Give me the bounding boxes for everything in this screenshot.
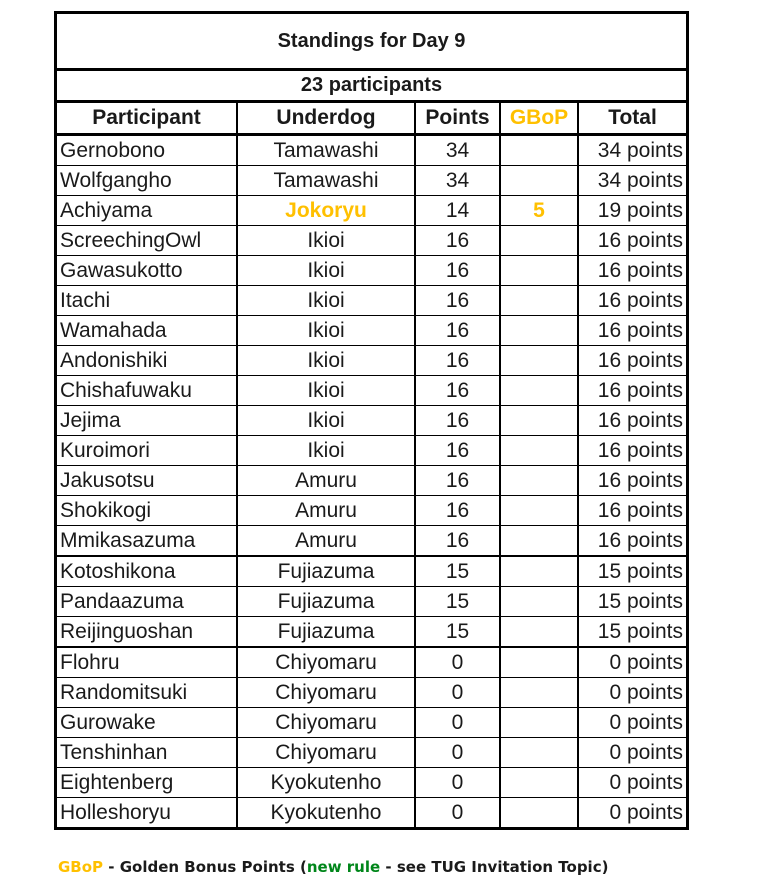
table-row: [57, 678, 686, 708]
points-cell: 15: [415, 587, 500, 617]
total-cell: 0 points: [578, 708, 686, 738]
page-title: Standings for Day 9: [57, 14, 686, 71]
underdog-cell: Chiyomaru: [237, 678, 415, 708]
participant-cell: Randomitsuki: [57, 678, 237, 708]
points-cell: 16: [415, 346, 500, 376]
table-row: [57, 135, 686, 166]
gbop-cell: [500, 526, 578, 557]
standings-grid: [57, 103, 686, 827]
standings-table: [54, 11, 689, 830]
column-header-gbop: GBoP: [500, 103, 578, 135]
total-cell: 15 points: [578, 587, 686, 617]
underdog-cell: Ikioi: [237, 256, 415, 286]
points-cell: 16: [415, 316, 500, 346]
points-cell: 0: [415, 738, 500, 768]
underdog-cell: Ikioi: [237, 376, 415, 406]
points-cell: 16: [415, 376, 500, 406]
gbop-cell: [500, 256, 578, 286]
participant-cell: Reijinguoshan: [57, 617, 237, 648]
legend-footnote: [58, 858, 608, 876]
participant-cell: Chishafuwaku: [57, 376, 237, 406]
underdog-cell: Jokoryu: [237, 196, 415, 226]
total-cell: 16 points: [578, 406, 686, 436]
table-row: [57, 768, 686, 798]
participant-count: 23 participants: [57, 71, 686, 103]
gbop-cell: [500, 166, 578, 196]
gbop-cell: [500, 738, 578, 768]
table-row: [57, 708, 686, 738]
points-cell: 0: [415, 708, 500, 738]
gbop-cell: [500, 647, 578, 678]
points-cell: 15: [415, 556, 500, 587]
column-header-participant: Participant: [57, 103, 237, 135]
points-cell: 14: [415, 196, 500, 226]
column-header-points: Points: [415, 103, 500, 135]
underdog-cell: Ikioi: [237, 316, 415, 346]
new-rule-text: new rule: [306, 858, 381, 876]
total-cell: 34 points: [578, 166, 686, 196]
table-row: [57, 166, 686, 196]
participant-cell: Pandaazuma: [57, 587, 237, 617]
table-row: [57, 226, 686, 256]
gbop-cell: [500, 406, 578, 436]
underdog-cell: Amuru: [237, 496, 415, 526]
underdog-cell: Fujiazuma: [237, 556, 415, 587]
total-cell: 0 points: [578, 798, 686, 828]
table-body: [57, 135, 686, 828]
points-cell: 0: [415, 768, 500, 798]
participant-cell: Mmikasazuma: [57, 526, 237, 557]
points-cell: 0: [415, 678, 500, 708]
underdog-cell: Fujiazuma: [237, 587, 415, 617]
table-row: [57, 556, 686, 587]
gbop-cell: [500, 226, 578, 256]
points-cell: 15: [415, 617, 500, 648]
table-row: [57, 466, 686, 496]
total-cell: 16 points: [578, 346, 686, 376]
gbop-cell: [500, 496, 578, 526]
participant-cell: Holleshoryu: [57, 798, 237, 828]
gbop-cell: [500, 316, 578, 346]
total-cell: 34 points: [578, 135, 686, 166]
total-cell: 0 points: [578, 647, 686, 678]
participant-cell: Jejima: [57, 406, 237, 436]
participant-cell: Gawasukotto: [57, 256, 237, 286]
total-cell: 15 points: [578, 617, 686, 648]
table-row: [57, 647, 686, 678]
table-row: [57, 617, 686, 648]
total-cell: 19 points: [578, 196, 686, 226]
gbop-abbr: GBoP: [58, 858, 104, 876]
gbop-cell: [500, 286, 578, 316]
underdog-cell: Chiyomaru: [237, 647, 415, 678]
footnote-text-2: - see TUG Invitation Topic): [380, 858, 609, 876]
underdog-cell: Kyokutenho: [237, 768, 415, 798]
table-row: [57, 526, 686, 557]
header-row: [57, 103, 686, 135]
table-row: [57, 798, 686, 828]
points-cell: 16: [415, 466, 500, 496]
total-cell: 16 points: [578, 256, 686, 286]
points-cell: 16: [415, 406, 500, 436]
points-cell: 0: [415, 798, 500, 828]
points-cell: 16: [415, 526, 500, 557]
underdog-cell: Ikioi: [237, 226, 415, 256]
total-cell: 0 points: [578, 678, 686, 708]
gbop-cell: [500, 436, 578, 466]
total-cell: 0 points: [578, 768, 686, 798]
participant-cell: ScreechingOwl: [57, 226, 237, 256]
participant-cell: Eightenberg: [57, 768, 237, 798]
total-cell: 16 points: [578, 376, 686, 406]
column-header-total: Total: [578, 103, 686, 135]
total-cell: 16 points: [578, 436, 686, 466]
underdog-cell: Amuru: [237, 466, 415, 496]
points-cell: 0: [415, 647, 500, 678]
table-row: [57, 196, 686, 226]
total-cell: 16 points: [578, 316, 686, 346]
gbop-cell: [500, 798, 578, 828]
participant-cell: Gurowake: [57, 708, 237, 738]
participant-cell: Achiyama: [57, 196, 237, 226]
points-cell: 16: [415, 256, 500, 286]
underdog-cell: Fujiazuma: [237, 617, 415, 648]
points-cell: 34: [415, 135, 500, 166]
table-row: [57, 406, 686, 436]
participant-cell: Andonishiki: [57, 346, 237, 376]
underdog-cell: Amuru: [237, 526, 415, 557]
table-row: [57, 496, 686, 526]
underdog-cell: Ikioi: [237, 406, 415, 436]
participant-cell: Shokikogi: [57, 496, 237, 526]
points-cell: 16: [415, 496, 500, 526]
participant-cell: Wamahada: [57, 316, 237, 346]
total-cell: 16 points: [578, 286, 686, 316]
underdog-cell: Kyokutenho: [237, 798, 415, 828]
total-cell: 16 points: [578, 466, 686, 496]
total-cell: 15 points: [578, 556, 686, 587]
table-row: [57, 436, 686, 466]
gbop-cell: [500, 556, 578, 587]
underdog-cell: Chiyomaru: [237, 708, 415, 738]
participant-cell: Kuroimori: [57, 436, 237, 466]
gbop-cell: [500, 678, 578, 708]
gbop-cell: [500, 768, 578, 798]
total-cell: 16 points: [578, 526, 686, 557]
table-row: [57, 316, 686, 346]
table-row: [57, 346, 686, 376]
participant-cell: Flohru: [57, 647, 237, 678]
table-row: [57, 376, 686, 406]
table-row: [57, 738, 686, 768]
underdog-cell: Tamawashi: [237, 166, 415, 196]
total-cell: 16 points: [578, 496, 686, 526]
gbop-cell: [500, 346, 578, 376]
column-header-underdog: Underdog: [237, 103, 415, 135]
table-row: [57, 256, 686, 286]
gbop-cell: [500, 708, 578, 738]
participant-cell: Tenshinhan: [57, 738, 237, 768]
participant-cell: Itachi: [57, 286, 237, 316]
points-cell: 16: [415, 286, 500, 316]
gbop-cell: [500, 617, 578, 648]
participant-cell: Kotoshikona: [57, 556, 237, 587]
points-cell: 16: [415, 226, 500, 256]
table-row: [57, 286, 686, 316]
underdog-cell: Chiyomaru: [237, 738, 415, 768]
underdog-cell: Ikioi: [237, 286, 415, 316]
gbop-cell: [500, 376, 578, 406]
total-cell: 16 points: [578, 226, 686, 256]
gbop-cell: [500, 587, 578, 617]
gbop-cell: [500, 135, 578, 166]
underdog-cell: Tamawashi: [237, 135, 415, 166]
points-cell: 16: [415, 436, 500, 466]
underdog-cell: Ikioi: [237, 436, 415, 466]
total-cell: 0 points: [578, 738, 686, 768]
participant-cell: Jakusotsu: [57, 466, 237, 496]
participant-cell: Gernobono: [60, 138, 166, 162]
underdog-cell: Ikioi: [237, 346, 415, 376]
gbop-cell: 5: [500, 196, 578, 226]
table-row: [57, 587, 686, 617]
gbop-cell: [500, 466, 578, 496]
points-cell: 34: [415, 166, 500, 196]
footnote-text-1: - Golden Bonus Points (: [103, 858, 307, 876]
participant-cell: Wolfgangho: [57, 166, 237, 196]
